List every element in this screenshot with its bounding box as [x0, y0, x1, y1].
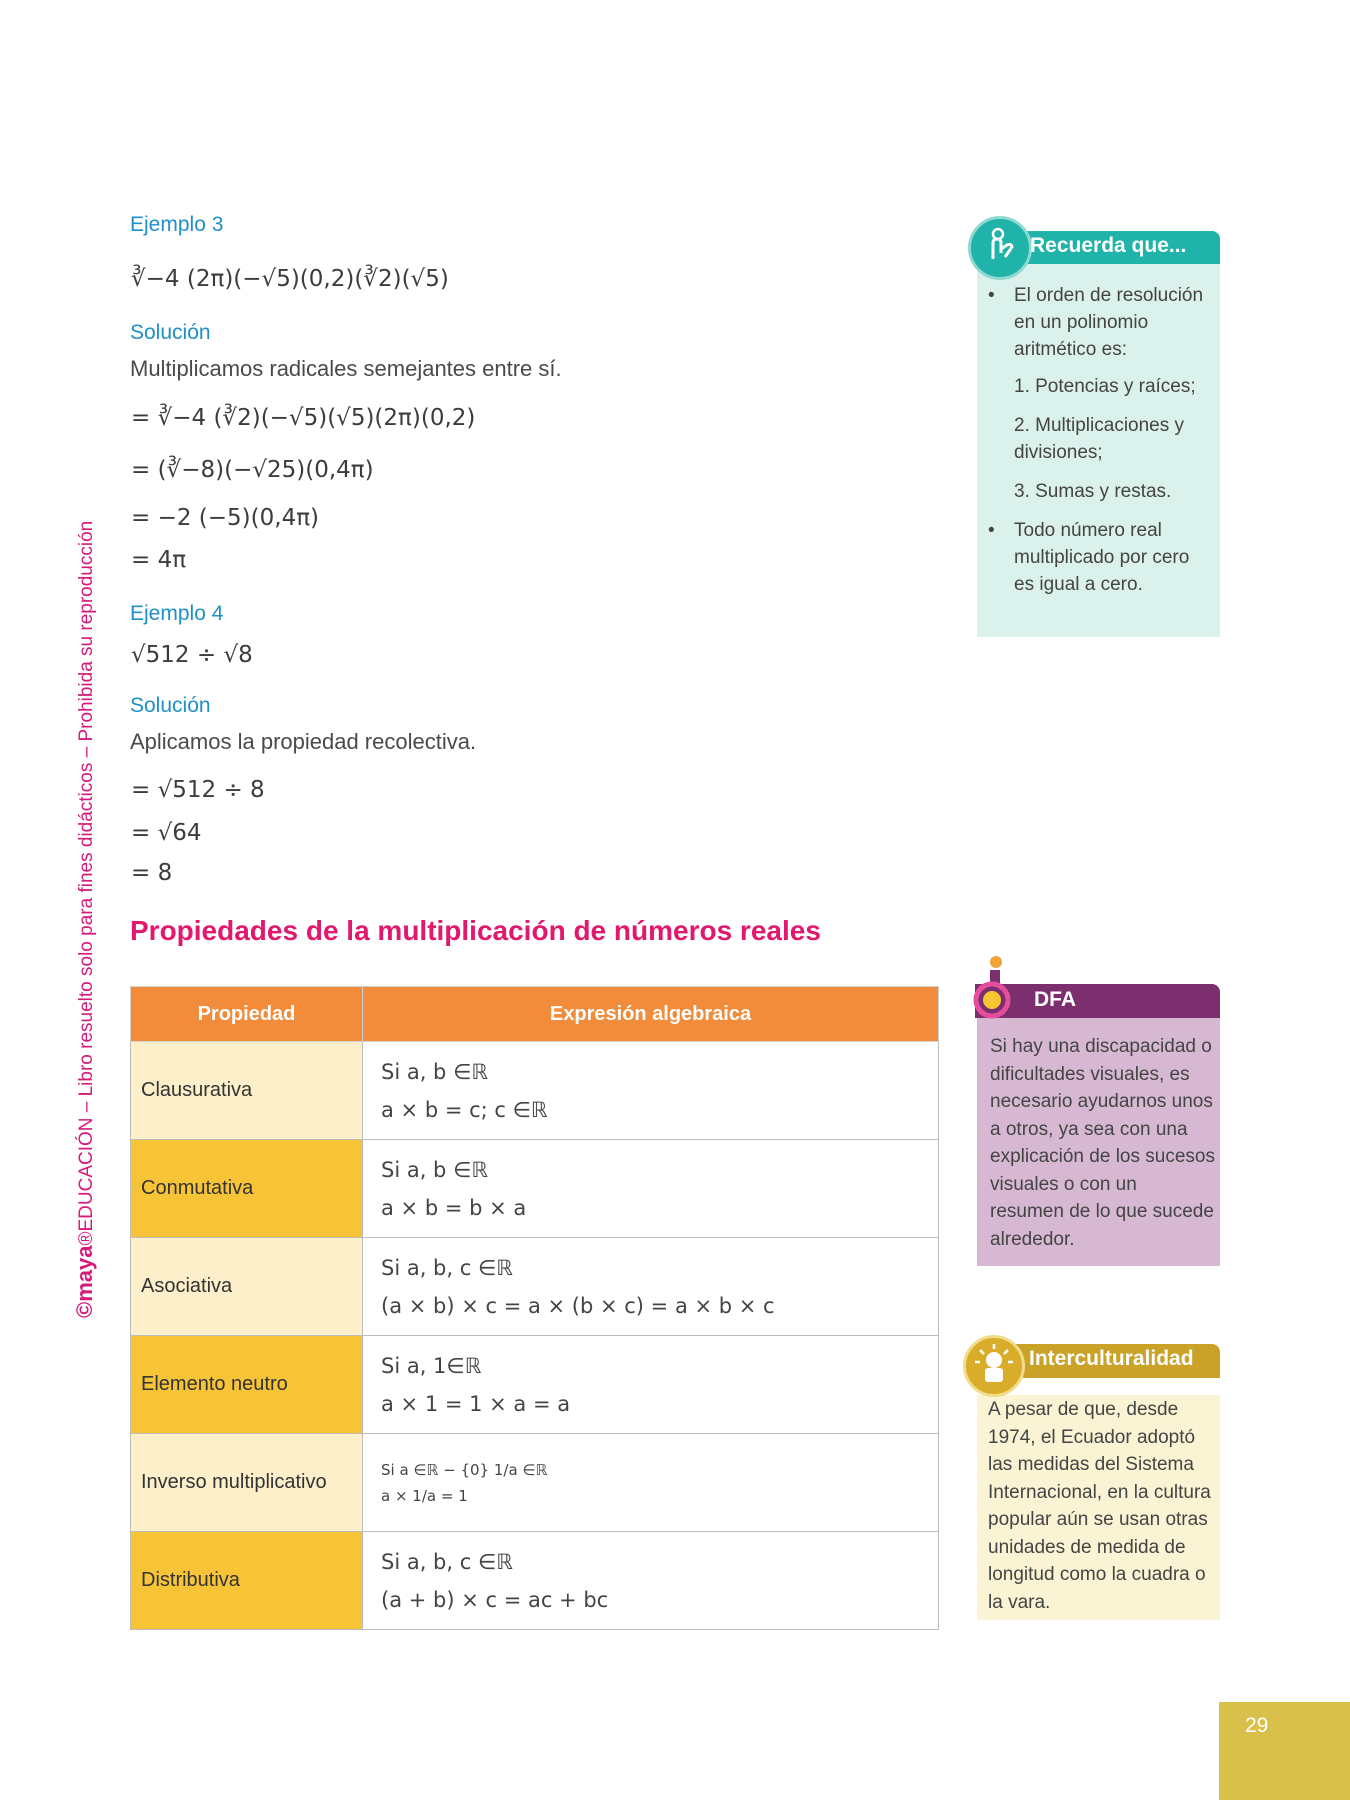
recuerda-step-2: 2. Multiplicaciones y divisiones;	[1014, 415, 1185, 463]
table-row	[131, 1532, 939, 1630]
expression-line-2: a × b = c; c ∈ℝ	[381, 1097, 548, 1122]
example3-step-3: = −2 (−5)(0,4π)	[131, 505, 320, 531]
recuerda-bullet-1	[988, 282, 1213, 363]
recuerda-bullet-2-text: Todo número real multiplicado por cero es igual a cero.	[1014, 520, 1190, 595]
interculturalidad-text: A pesar de que, desde 1974, el Ecuador adoptó las medidas del Sistema Internacional, en la cultura popular aún se usan otras unidades de medida de longitud como la cuadra o la vara.	[988, 1399, 1211, 1613]
recuerda-bullet-1-text: El orden de resolución en un polinomio aritmético es:	[1014, 285, 1204, 360]
copyright-text: ®EDUCACIÓN – Libro resuelto solo para fines didácticos – Prohibida su reproducción	[76, 520, 97, 1246]
example4-step-3: = 8	[131, 860, 173, 886]
property-expression	[363, 1336, 939, 1434]
table-row	[131, 1434, 939, 1532]
table-header-row	[131, 987, 939, 1042]
table-row	[131, 1042, 939, 1140]
bullet-dot: •	[988, 285, 995, 306]
recuerda-content	[988, 282, 1213, 598]
brand-logo: ©maya	[72, 1245, 97, 1318]
dfa-badge	[970, 952, 1018, 1022]
property-name: Conmutativa	[131, 1140, 363, 1238]
expression-line-1: Si a, b ∈ℝ	[381, 1059, 488, 1084]
expression-line-2: a × 1 = 1 × a = a	[381, 1391, 571, 1416]
expression-line-2: (a × b) × c = a × (b × c) = a × b × c	[381, 1293, 775, 1318]
example3-step-2: = (∛−8)(−√25)(0,4π)	[131, 457, 374, 483]
interculturalidad-badge	[963, 1335, 1025, 1397]
page-number-block	[1219, 1702, 1350, 1800]
finger-ribbon-icon	[971, 219, 1029, 277]
interculturalidad-title: Interculturalidad	[1029, 1347, 1194, 1370]
dfa-title: DFA	[1034, 988, 1076, 1011]
header-expresion: Expresión algebraica	[363, 987, 939, 1042]
expression-line-1: Si a, 1∈ℝ	[381, 1353, 482, 1378]
property-expression	[363, 1140, 939, 1238]
property-expression	[363, 1042, 939, 1140]
bullet-dot: •	[988, 520, 995, 541]
property-expression	[363, 1532, 939, 1630]
example3-expression: ∛−4 (2π)(−√5)(0,2)(∛2)(√5)	[131, 266, 449, 292]
example4-title: Ejemplo 4	[130, 602, 224, 625]
property-name: Distributiva	[131, 1532, 363, 1630]
example3-step-4: = 4π	[131, 547, 187, 573]
property-expression	[363, 1434, 939, 1532]
expression-line-2: a × 1/a = 1	[381, 1486, 468, 1505]
expression-line-1: Si a, b, c ∈ℝ	[381, 1549, 513, 1574]
recuerda-bullet-2	[988, 517, 1213, 598]
expression-line-2: a × b = b × a	[381, 1195, 527, 1220]
example3-solution-label: Solución	[130, 321, 211, 344]
expression-line-1: Si a, b ∈ℝ	[381, 1157, 488, 1182]
expression-line-2: (a + b) × c = ac + bc	[381, 1587, 609, 1612]
section-title: Propiedades de la multiplicación de números reales	[130, 915, 821, 946]
example4-expression: √512 ÷ √8	[131, 642, 253, 668]
example3-title: Ejemplo 3	[130, 213, 224, 236]
page-number: 29	[1245, 1714, 1269, 1737]
example4-explanation: Aplicamos la propiedad recolectiva.	[130, 729, 477, 754]
dfa-text: Si hay una discapacidad o dificultades visuales, es necesario ayudarnos unos a otros, ya sea con una explicación de los sucesos visuales o con un resumen de lo que sucede alrededor.	[990, 1036, 1215, 1250]
example3-explanation: Multiplicamos radicales semejantes entre sí.	[130, 356, 562, 381]
recuerda-badge	[968, 216, 1032, 280]
copyright-vertical	[72, 478, 98, 1318]
recuerda-title: Recuerda que...	[1030, 234, 1187, 257]
recuerda-step-1: 1. Potencias y raíces;	[1014, 376, 1196, 397]
property-expression	[363, 1238, 939, 1336]
example4-solution-label: Solución	[130, 694, 211, 717]
properties-table	[130, 986, 939, 1630]
people-sun-icon	[966, 1338, 1022, 1394]
property-name: Clausurativa	[131, 1042, 363, 1140]
example4-step-2: = √64	[131, 820, 202, 846]
property-name: Inverso multiplicativo	[131, 1434, 363, 1532]
recuerda-step-3: 3. Sumas y restas.	[1014, 481, 1172, 502]
table-row	[131, 1238, 939, 1336]
expression-line-1: Si a ∈ℝ − {0} 1/a ∈ℝ	[381, 1460, 548, 1479]
property-name: Elemento neutro	[131, 1336, 363, 1434]
expression-line-1: Si a, b, c ∈ℝ	[381, 1255, 513, 1280]
table-row	[131, 1336, 939, 1434]
accessibility-icon	[970, 952, 1018, 1022]
example4-step-1: = √512 ÷ 8	[131, 777, 265, 803]
header-propiedad: Propiedad	[131, 987, 363, 1042]
table-row	[131, 1140, 939, 1238]
property-name: Asociativa	[131, 1238, 363, 1336]
example3-step-1: = ∛−4 (∛2)(−√5)(√5)(2π)(0,2)	[131, 405, 476, 431]
